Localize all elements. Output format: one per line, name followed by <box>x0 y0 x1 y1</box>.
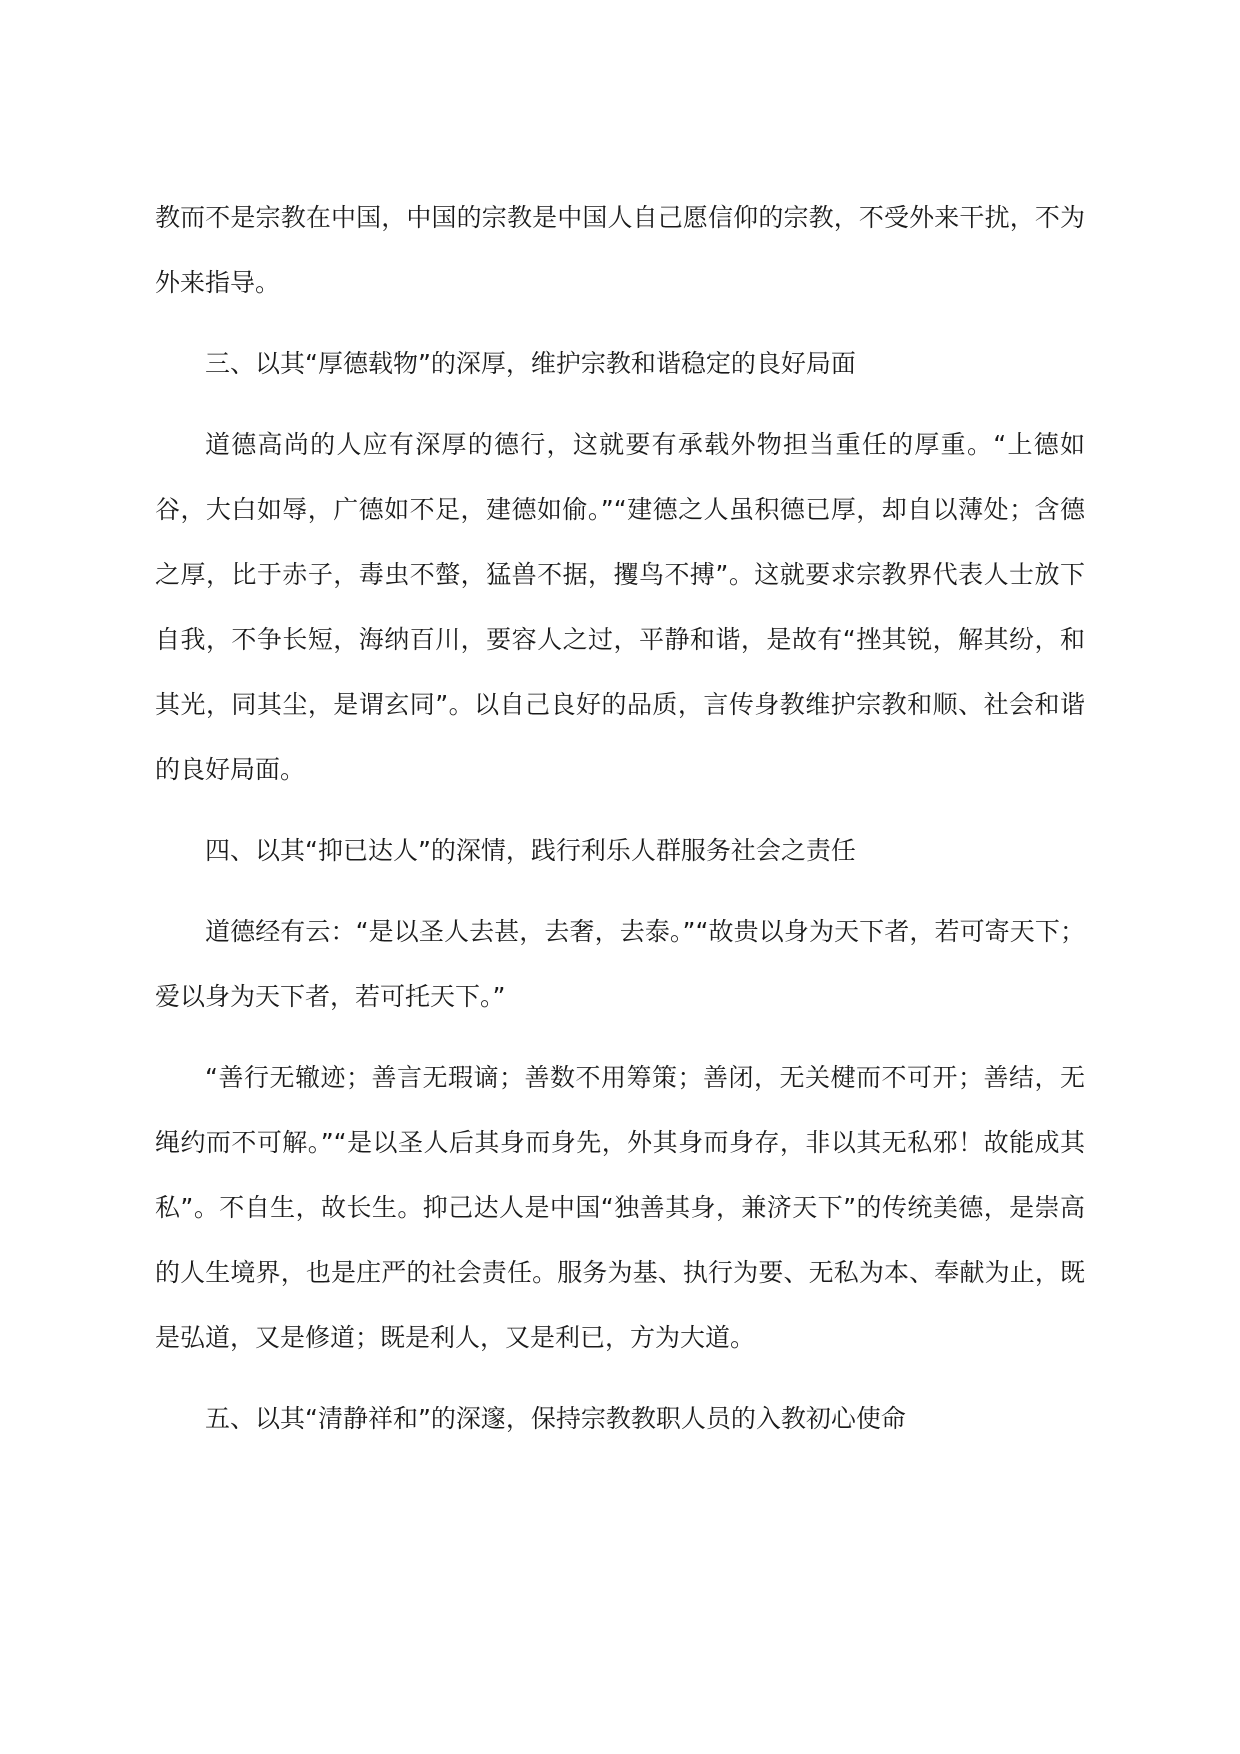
section-heading-5: 五、以其“清静祥和”的深邃，保持宗教教职人员的入教初心使命 <box>205 1404 906 1433</box>
section-heading-4: 四、以其“抑已达人”的深情，践行利乐人群服务社会之责任 <box>205 836 856 865</box>
paragraph-section-4a: 道德经有云：“是以圣人去甚，去奢，去泰。”“故贵以身为天下者，若可寄天下；爱以身为天下者，若可托天下。” <box>155 917 1085 1011</box>
paragraph-section-3: 道德高尚的人应有深厚的德行，这就要有承载外物担当重任的厚重。“上德如谷，大白如辱，广德如不足，建德如偷。”“建德之人虽积德已厚，却自以薄处；含德之厚，比于赤子，毒虫不螫，猛兽不据，攫鸟不搏”。这就要求宗教界代表人士放下自我，不争长短，海纳百川，要容人之过，平静和谐，是故有“挫其锐，解其纷，和其光，同其尘，是谓玄同”。以自己良好的品质，言传身教维护宗教和顺、社会和谐的良好局面。 <box>155 430 1085 784</box>
paragraph-section-4b: “善行无辙迹；善言无瑕谪；善数不用筹策；善闭，无关楗而不可开；善结，无绳约而不可解。”“是以圣人后其身而身先，外其身而身存，非以其无私邪！故能成其私”。不自生，故长生。抑己达人是中国“独善其身，兼济天下”的传统美德，是崇高的人生境界，也是庄严的社会责任。服务为基、执行为要、无私为本、奉献为止，既是弘道，又是修道；既是利人，又是利已，方为大道。 <box>155 1063 1085 1352</box>
document-body <box>155 185 1085 1467</box>
paragraph-continuation: 教而不是宗教在中国，中国的宗教是中国人自己愿信仰的宗教，不受外来干扰，不为外来指导。 <box>155 203 1085 297</box>
section-heading-3: 三、以其“厚德载物”的深厚，维护宗教和谐稳定的良好局面 <box>205 349 856 378</box>
